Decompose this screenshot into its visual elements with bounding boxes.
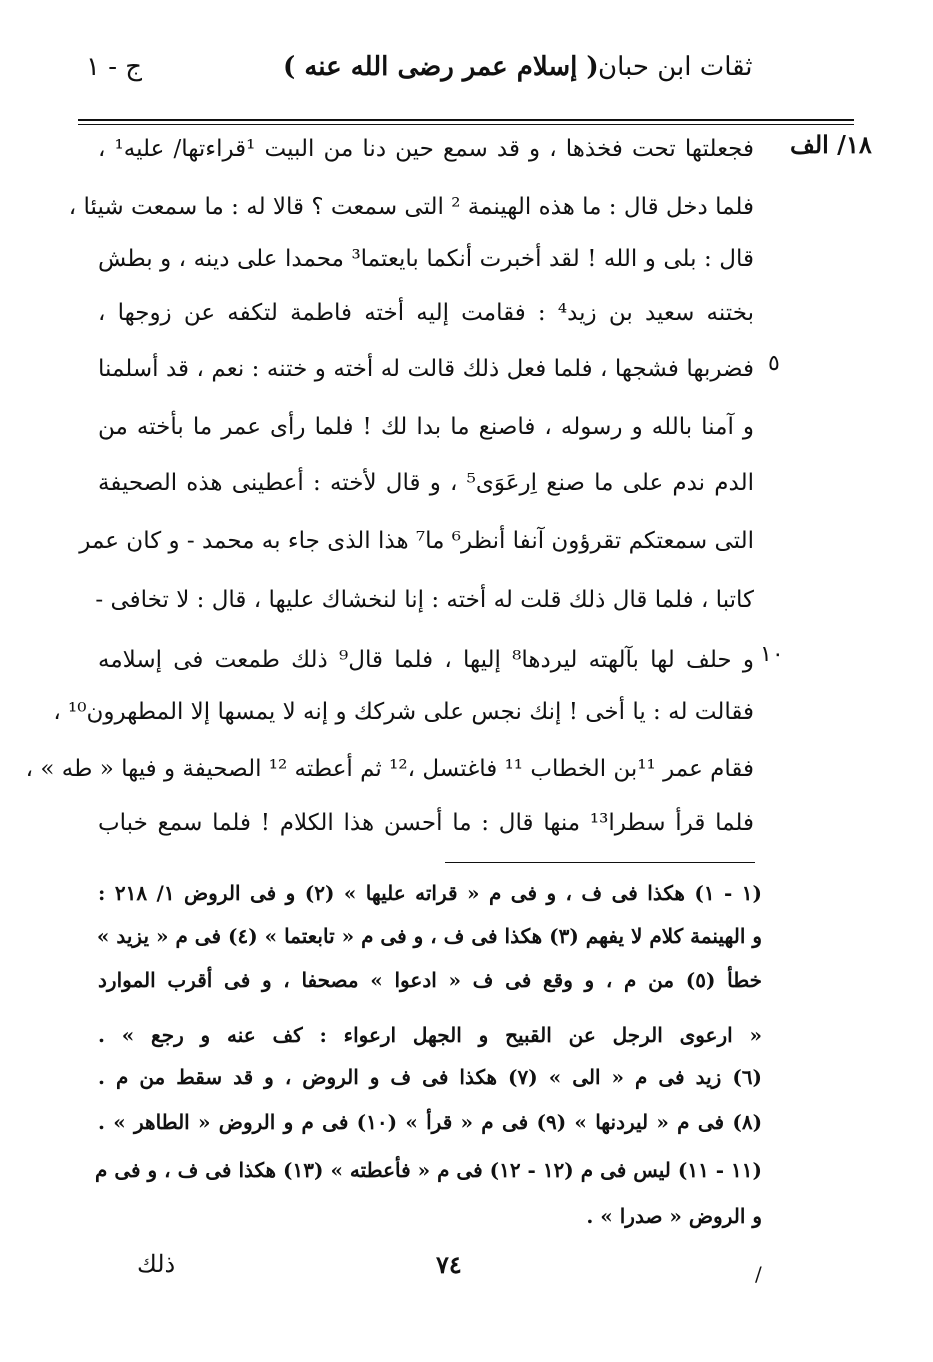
text-line: بختنه سعيد بن زيد⁴ : فقامت إليه أخته فاطمة لتكفه عن زوجها ، [98,300,754,326]
book-title: ثقات ابن حبان [598,52,753,82]
footnote-line: و الروض « صدرا » . [586,1204,762,1228]
text-line: و حلف لها بآلهته ليردها⁸ إليها ، فلما قال⁹ ذلك طمعت فى إسلامه [98,647,754,673]
text-line: فضربها فشجها ، فلما فعل ذلك قالت له أخته و ختنه : نعم ، قد أسلمنا [98,356,754,382]
text-line: فقالت له : يا أخى ! إنك نجس على شركك و إنه لا يمسها إلا المطهرون¹⁰ ، [53,699,754,725]
text-line: فلما دخل قال : ما هذه الهينمة ² التى سمعت ؟ قالا له : ما سمعت شيئا ، [68,194,754,220]
text-line: و آمنا بالله و رسوله ، فاصنع ما بدا لك ! فلما رأى عمر ما بأخته من [98,414,754,440]
page-number: ٧٤ [436,1250,462,1279]
footnote-line: (١١ - ١١) ليس فى م (١٢ - ١٢) فى م « فأعطته » (١٣) هكذا فى ف ، و فى م [94,1158,762,1182]
footnote-line: و الهينمة كلام لا يفهم (٣) هكذا فى ف ، و فى م « تابعتما » (٤) فى م « يزيد » [96,924,762,948]
line-number-5: ٥ [768,351,780,376]
footnote-line: (٦) زيد فى م « الى » (٧) هكذا فى ف و الروض ، و قد سقط من م . [98,1065,763,1089]
header-rule-thick [78,119,854,121]
footnote-line: (١ - ١) هكذا فى ف ، و فى م « قراته عليها » (٢) و فى الروض ١/ ٢١٨ : [98,881,762,905]
footnote-rule [445,862,755,863]
text-line: فلما قرأ سطرا¹³ منها قال : ما أحسن هذا الكلام ! فلما سمع خباب [98,810,754,836]
chapter-title: ( إسلام عمر رضى الله عنه ) [283,52,599,82]
line-number-10: ١٠ [760,642,784,667]
text-line: فجعلتها تحت فخذها ، و قد سمع حين دنا من البيت ¹قراءتها/ عليه¹ ، [98,136,755,162]
text-line: التى سمعتكم تقرؤون آنفا أنظر⁶ ما⁷ هذا الذى جاء به محمد - و كان عمر [79,528,754,554]
footnote-line: « ارعوى الرجل عن القبيح و الجهل ارعواء : كف عنه و رجع » . [98,1023,762,1047]
text-line: كاتبا ، فلما قال ذلك قلت له أخته : إنا لنخشاك عليها ، قال : لا تخافى - [95,587,754,613]
footnote-line: خطأ (٥) من م ، و وقع فى ف « ادعوا » مصحفا ، و فى أقرب الموارد [98,968,762,992]
footnote-line: (٨) فى م « ليردنها » (٩) فى م « قرأ » (١٠) فى م و الروض « الطاهر » . [98,1110,763,1134]
header-rule-thin [78,124,854,125]
stray-mark: / [755,1262,762,1286]
volume-number: ج - ١ [86,52,143,82]
folio-marker: ١٨/ الف [790,130,872,159]
catchword: ذلك [137,1250,176,1278]
text-line: الدم ندم على ما صنع اِرعَوَى⁵ ، و قال لأخته : أعطينى هذه الصحيفة [98,470,755,496]
text-line: فقام عمر ¹¹بن الخطاب ¹¹ فاغتسل ،¹² ثم أعطته ¹² الصحيفة و فيها « طه » ، [25,756,754,782]
text-line: قال : بلى و الله ! لقد أخبرت أنكما بايعتما³ محمدا على دينه ، و بطش [98,246,754,272]
